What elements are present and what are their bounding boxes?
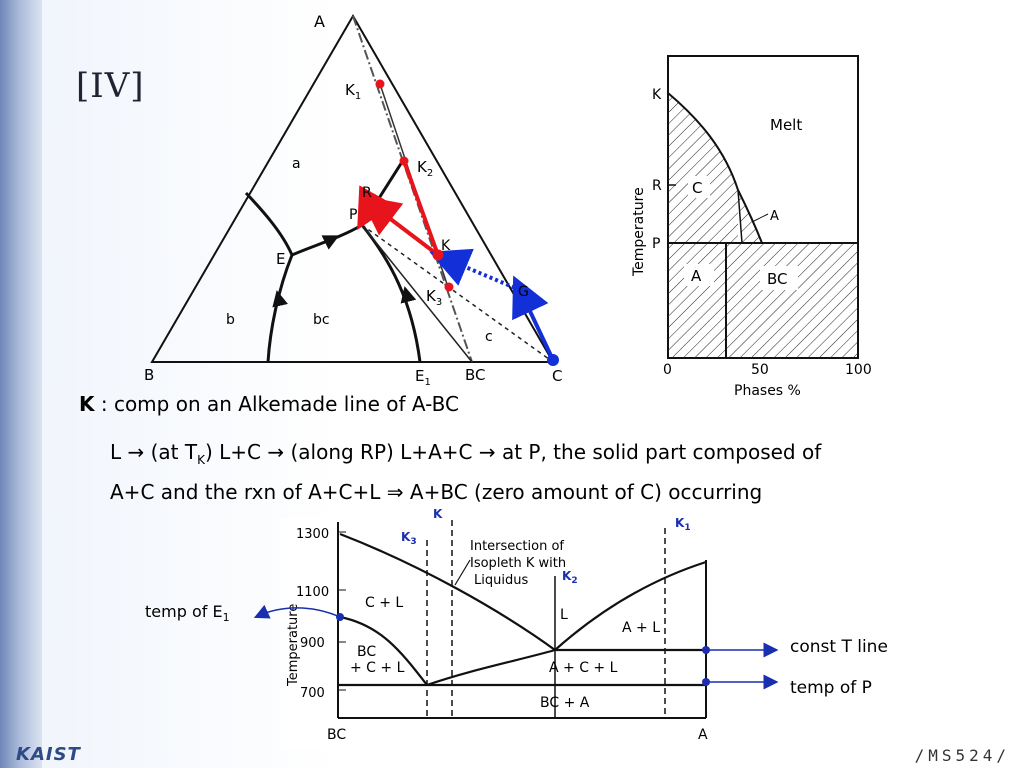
ternary-label-c: C	[552, 367, 563, 385]
iso-tick-1100: 1100	[296, 585, 330, 600]
iso-region-l: L	[560, 607, 568, 623]
iso-tick-700: 700	[300, 686, 325, 701]
iso-region-bc-a: BC + A	[540, 695, 590, 711]
binary-region-bc: BC	[767, 270, 788, 288]
callout-temp-p: temp of P	[790, 678, 872, 698]
isopleth-diagram	[280, 507, 720, 750]
boundary-e-p	[292, 225, 362, 255]
region-label-bc: bc	[313, 312, 330, 328]
region-label-a: a	[292, 156, 301, 172]
iso-xlabel-bc: BC	[327, 727, 347, 743]
ternary-label-g: G	[518, 284, 529, 300]
iso-annotation-2: Isopleth K with	[470, 556, 567, 571]
iso-xlabel-a: A	[698, 727, 708, 743]
ternary-label-p: P	[349, 207, 358, 223]
ternary-label-k3: $K_3$	[426, 287, 443, 308]
binary-tick-50: 50	[751, 362, 769, 378]
iso-marker-k1: $K_1$	[675, 516, 691, 533]
iso-marker-k2: $K_2$	[562, 569, 578, 586]
binary-phase-diagram	[618, 36, 900, 400]
callout-const-t-line: const T line	[790, 637, 888, 657]
iso-ylabel: Temperature	[286, 603, 301, 686]
course-footer: /MS524/	[914, 746, 1010, 765]
ternary-label-b: B	[144, 366, 155, 384]
ternary-label-e: E	[276, 250, 286, 268]
ternary-label-a: A	[314, 12, 325, 31]
ternary-label-k1: $K_1$	[345, 81, 362, 102]
binary-tick-0: 0	[663, 362, 672, 378]
binary-region-melt: Melt	[770, 116, 803, 134]
iso-marker-k3: $K_3$	[401, 530, 417, 547]
ternary-label-k2: $K_2$	[417, 158, 434, 179]
k-definition	[79, 392, 459, 416]
iso-annotation-1: Intersection of	[470, 539, 564, 554]
reaction-description	[110, 436, 1000, 508]
binary-tick-p: P	[652, 236, 661, 252]
ternary-diagram	[144, 12, 562, 388]
section-numeral: [IV]	[76, 66, 145, 106]
reaction-line-2: A+C and the rxn of A+C+L ⇒ A+BC (zero amount of C) occurring	[110, 480, 763, 504]
point-k3	[445, 283, 454, 292]
binary-xlabel: Phases %	[734, 383, 801, 399]
ternary-label-k: K	[441, 238, 451, 254]
iso-tick-1300: 1300	[296, 527, 330, 542]
iso-region-c-l: C + L	[365, 595, 404, 611]
point-k1	[376, 80, 385, 89]
binary-tick-k: K	[652, 87, 662, 103]
binary-tick-r: R	[652, 178, 662, 194]
k-definition-bold: K	[79, 392, 95, 416]
binary-region-c: C	[692, 179, 703, 197]
iso-region-bc2: + C + L	[350, 660, 405, 676]
ternary-triangle	[152, 16, 553, 362]
iso-region-bc1: BC	[357, 644, 377, 660]
point-k2	[400, 157, 409, 166]
point-c	[547, 354, 559, 366]
path-c-g	[520, 290, 553, 360]
iso-annotation-3: Liquidus	[474, 573, 529, 588]
kaist-logo: KAIST	[16, 744, 81, 765]
iso-tick-900: 900	[300, 636, 325, 651]
binary-region-a: A	[691, 267, 702, 285]
boundary-a-b	[246, 193, 292, 255]
binary-tick-100: 100	[845, 362, 872, 378]
iso-region-a-l: A + L	[622, 620, 661, 636]
region-label-c: c	[485, 329, 493, 345]
ternary-label-r: R	[362, 185, 372, 201]
reaction-line-1: L → (at $T_K$) L+C → (along RP) L+A+C → at P, the solid part composed of	[110, 440, 822, 467]
binary-ylabel: Temperature	[631, 187, 647, 276]
k-definition-text: : comp on an Alkemade line of A-BC	[94, 392, 459, 416]
iso-region-a-c-l: A + C + L	[549, 660, 618, 676]
ternary-label-e1: $E_1$	[415, 367, 431, 388]
boundary-e-b	[268, 255, 292, 362]
path-g-k-dotted	[444, 258, 520, 290]
ternary-label-bc: BC	[465, 366, 486, 384]
binary-region-a-small: A	[770, 209, 779, 224]
region-label-b: b	[226, 312, 235, 328]
iso-marker-k: K	[433, 507, 443, 521]
callout-temp-e1: temp of $E_1$	[145, 602, 230, 625]
